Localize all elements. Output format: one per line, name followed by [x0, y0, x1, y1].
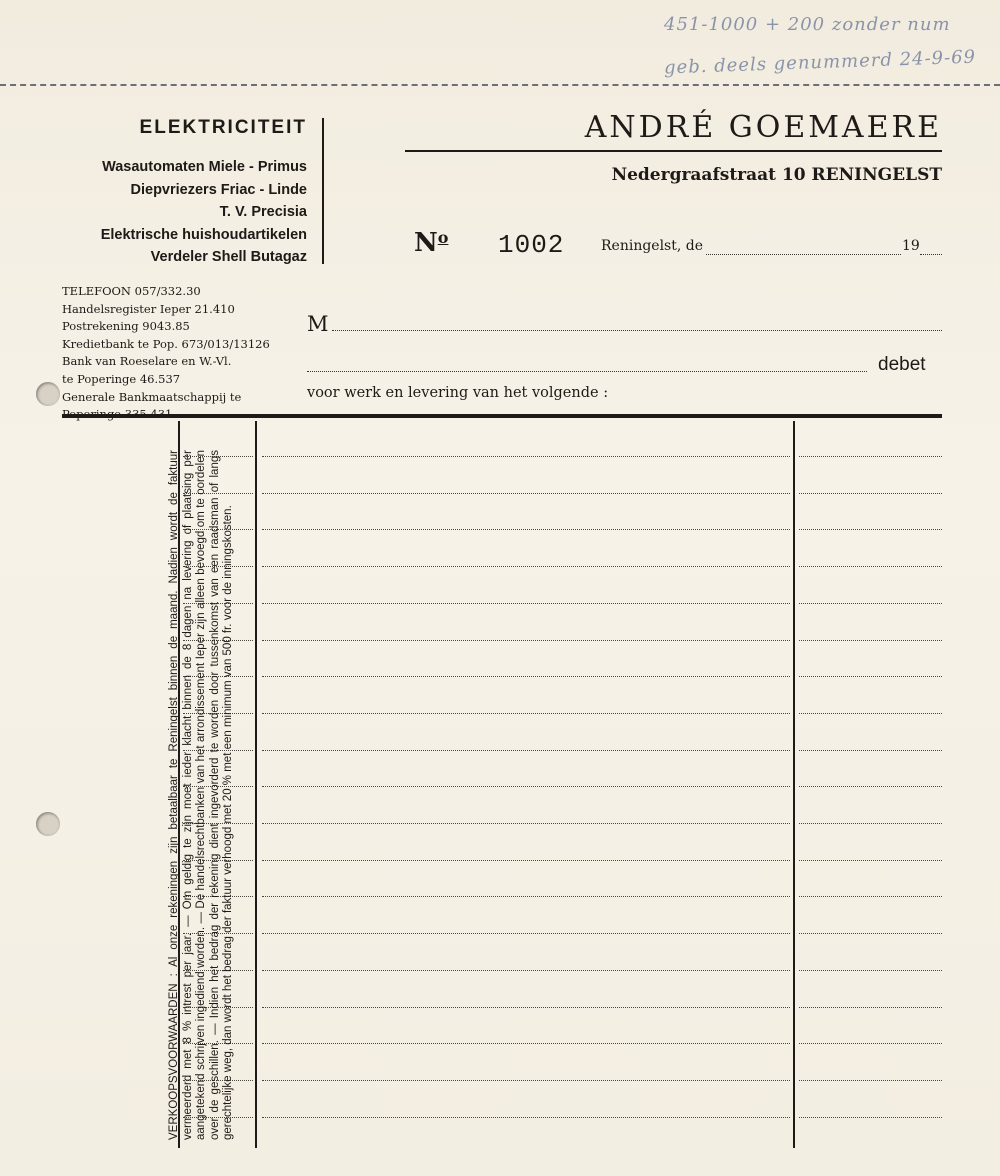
row-line-amount[interactable] [799, 970, 942, 971]
contact-line: Generale Bankmaatschappij te [62, 389, 242, 404]
row-line-desc[interactable] [262, 640, 790, 641]
row-line-desc[interactable] [262, 786, 790, 787]
row-line-desc[interactable] [262, 1117, 790, 1118]
trade-item: Elektrische huishoudartikelen [100, 226, 307, 243]
row-line-amount[interactable] [799, 1080, 942, 1081]
contact-line: te Poperinge 46.537 [62, 371, 181, 386]
intro-line: voor werk en levering van het volgende : [307, 385, 609, 401]
row-line-desc[interactable] [262, 456, 790, 457]
row-line-amount[interactable] [799, 823, 942, 824]
contact-line: Handelsregister Ieper 21.410 [62, 301, 235, 316]
number-symbol [414, 228, 448, 258]
contact-line: Postrekening 9043.85 [62, 319, 190, 334]
addressee-field[interactable] [332, 330, 942, 331]
punch-hole-bottom [36, 812, 60, 836]
perforation-line [0, 84, 1000, 86]
trade-item: Diepvriezers Friac - Linde [130, 181, 307, 198]
year-prefix: 19 [902, 238, 920, 254]
row-line-amount[interactable] [799, 676, 942, 677]
column-divider-desc [255, 421, 257, 1148]
trade-title: ELEKTRICITEIT [139, 117, 307, 138]
table-top-rule [62, 414, 942, 418]
row-line-desc[interactable] [262, 1043, 790, 1044]
annotation-line-2: geb. deels genummerd 24-9-69 [663, 46, 977, 79]
punch-hole-top [36, 382, 60, 406]
trade-item: T. V. Precisia [219, 204, 307, 220]
date-field[interactable] [706, 254, 901, 255]
row-line-amount[interactable] [799, 1117, 942, 1118]
row-line-desc[interactable] [262, 1007, 790, 1008]
row-line-amount[interactable] [799, 456, 942, 457]
addressee-field-2[interactable] [307, 371, 867, 372]
row-line-desc[interactable] [262, 676, 790, 677]
row-line-amount[interactable] [799, 1007, 942, 1008]
row-line-desc[interactable] [262, 529, 790, 530]
row-line-amount[interactable] [799, 603, 942, 604]
sales-terms: VERKOOPSVOORWAARDEN : Al onze rekeningen zijn betaalbaar te Reningelst binnen de maand. Nadien wordt de faktuur vermeerderd met 8 % intrest per jaar. — Om geldig te zijn moet ieder klacht binnen de 8 dagen na levering of plaatsing per aangetekend schrijven ingediend worden. — De handelsrechtbanken van het arrondissement Ieper zijn alleen bevoegd om te oordelen over de geschillen. — Indien het bedrag der rekening dient ingevorderd te worden door tussenkomst van een raadsman of langs gerechtelijke weg, dan wordt het bedrag der faktuur verhoogd met 20 % met een minimum van 500 fr. voor de inningskosten. [168, 450, 235, 1140]
addressee-label: M [307, 312, 329, 336]
contact-line: TELEFOON 057/332.30 [62, 284, 201, 298]
place-date-label: Reningelst, de [601, 238, 704, 254]
trade-item: Wasautomaten Miele - Primus [102, 159, 307, 175]
letterhead-divider [322, 118, 324, 264]
contact-line: Kredietbank te Pop. 673/013/13126 [62, 336, 270, 351]
row-line-amount[interactable] [799, 1043, 942, 1044]
column-divider-amount [793, 421, 795, 1148]
row-line-amount[interactable] [799, 529, 942, 530]
row-line-desc[interactable] [262, 603, 790, 604]
contact-block [62, 283, 270, 424]
company-rule [405, 150, 942, 152]
row-line-amount[interactable] [799, 566, 942, 567]
invoice-number: 1002 [498, 230, 565, 260]
row-line-desc[interactable] [262, 933, 790, 934]
row-line-amount[interactable] [799, 786, 942, 787]
row-line-amount[interactable] [799, 713, 942, 714]
contact-line: Bank van Roeselare en W.-Vl. [62, 354, 232, 369]
row-line-desc[interactable] [262, 1080, 790, 1081]
row-line-desc[interactable] [262, 970, 790, 971]
company-name: ANDRÉ GOEMAERE [584, 110, 942, 145]
year-field[interactable] [920, 254, 942, 255]
row-line-desc[interactable] [262, 566, 790, 567]
company-address: Nedergraafstraat 10 RENINGELST [611, 165, 942, 185]
row-line-desc[interactable] [262, 713, 790, 714]
debet-label: debet [878, 354, 926, 375]
row-line-amount[interactable] [799, 750, 942, 751]
trade-item: Verdeler Shell Butagaz [150, 249, 307, 265]
row-line-amount[interactable] [799, 933, 942, 934]
row-line-amount[interactable] [799, 860, 942, 861]
row-line-amount[interactable] [799, 896, 942, 897]
number-symbol-n: N [414, 228, 438, 258]
trade-items [101, 156, 307, 269]
row-line-desc[interactable] [262, 750, 790, 751]
row-line-desc[interactable] [262, 493, 790, 494]
number-symbol-o: o [437, 228, 449, 247]
row-line-amount[interactable] [799, 493, 942, 494]
row-line-amount[interactable] [799, 640, 942, 641]
row-line-desc[interactable] [262, 860, 790, 861]
row-line-desc[interactable] [262, 896, 790, 897]
row-line-desc[interactable] [262, 823, 790, 824]
annotation-line-1: 451-1000 + 200 zonder num [664, 14, 951, 35]
